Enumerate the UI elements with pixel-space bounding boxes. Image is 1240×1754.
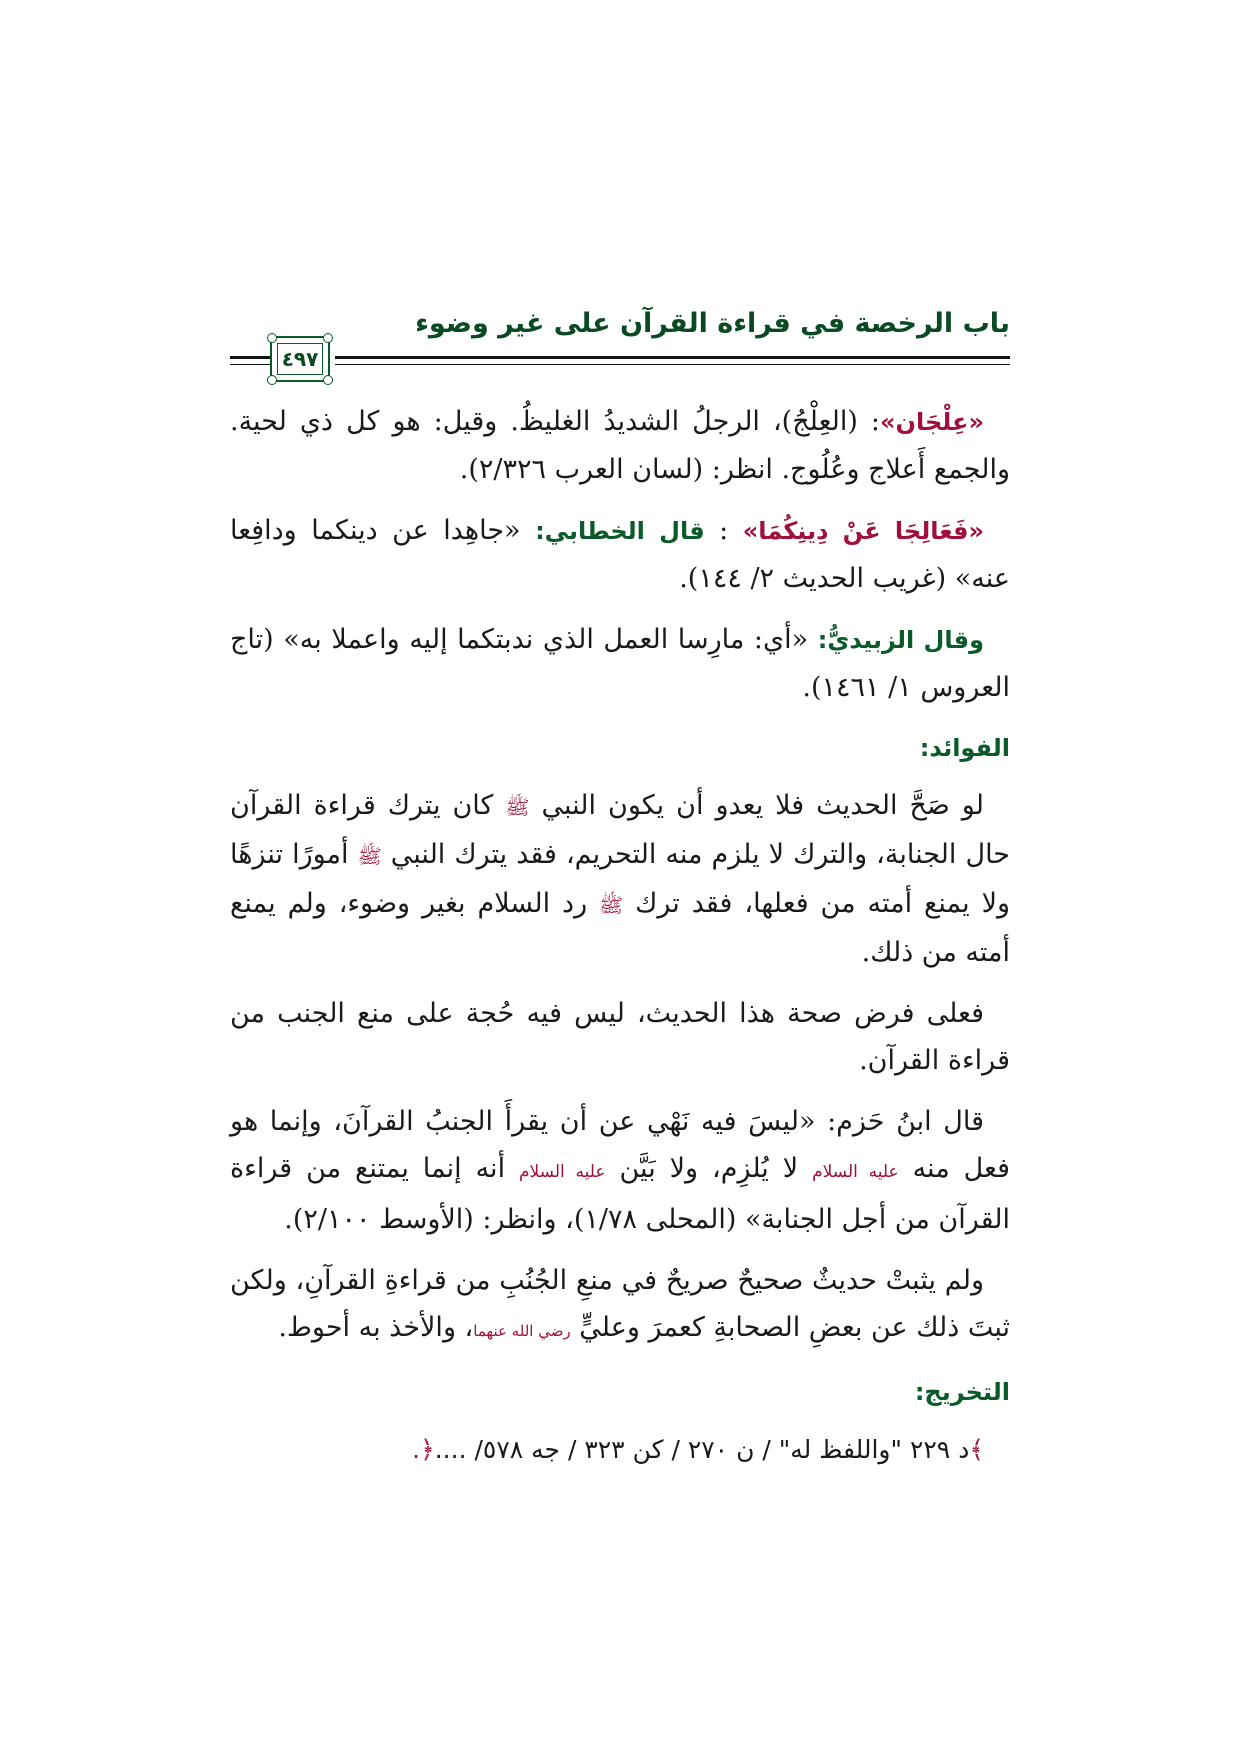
bracket-open: ﴾ (969, 1435, 984, 1464)
gloss-term: «عِلْجَان» (880, 408, 984, 436)
scholar-name: قال الخطابي: (535, 517, 705, 545)
salutation-glyph: عليه السلام (812, 1162, 899, 1182)
header-rule-right-thin (335, 364, 1010, 365)
gloss-text: «أي: مارِسا العمل الذي ندبتكما إليه واعملا به» (تاج العروس ١/ ١٤٦١). (230, 624, 1010, 703)
page-number: ٤٩٧ (277, 343, 323, 375)
gloss-paragraph (230, 398, 1010, 493)
section-heading-takhrij: التخريج: (914, 1378, 1010, 1406)
salawat-glyph: ﷺ (357, 844, 382, 868)
header-rule-left-thin (230, 364, 270, 365)
gloss-paragraph: «فَعَالِجَا عَنْ دِينِكُمَا» : قال الخطابي: «جاهِدا عن دينكما ودافِعا عنه» (غريب الحديث ٢/ ١٤٤). (230, 515, 1010, 594)
gloss-term: «فَعَالِجَا عَنْ دِينِكُمَا» (742, 517, 985, 545)
scholar-name: وقال الزبيديُّ: (817, 626, 984, 654)
salawat-glyph: ﷺ (599, 893, 624, 917)
page-header (230, 308, 1010, 388)
takhrij-text: د ٢٢٩ "واللفظ له" / ن ٢٧٠ / كن ٣٢٣ / جه ٥٧٨/ .... (434, 1435, 970, 1464)
takhrij-line (230, 1426, 1010, 1473)
page-number-badge (270, 336, 330, 382)
bracket-close: ﴿. (412, 1435, 435, 1464)
gloss-text: «جاهِدا عن دينكما ودافِعا عنه» (غريب الحديث ٢/ ١٤٤). (230, 515, 1010, 594)
chapter-title: باب الرخصة في قراءة القرآن على غير وضوء (415, 308, 1010, 339)
salutation-glyph: عليه السلام (519, 1162, 606, 1182)
section-heading-fawaid: الفوائد: (919, 734, 1010, 762)
body-paragraph: ولم يثبتْ حديثٌ صحيحٌ صريحٌ في منعِ الجُنُبِ من قراءةِ القرآنِ، ولكن ثبتَ ذلك عن بعضِ الصحابةِ كعمرَ وعليٍّ رضي الله عنهما، والأخذ به أحوط. (230, 1265, 1010, 1343)
body-paragraph: لو صَحَّ الحديث فلا يعدو أن يكون النبي ﷺ كان يترك قراءة القرآن حال الجنابة، والترك لا يلزم منه التحريم، فقد يترك النبي ﷺ أمورًا تنزهًا ولا يمنع أمته من فعلها، فقد ترك ﷺ رد السلام بغير وضوء، ولم يمنع أمته من ذلك. (230, 790, 1011, 968)
salawat-glyph: ﷺ (505, 795, 530, 819)
gloss-text: : (العِلْجُ)، الرجلُ الشديدُ الغليظُ. وقيل: هو كل ذي لحية. والجمع أَعلاج وعُلُوج. انظر: (لسان العرب ٢/٣٢٦). (230, 406, 1010, 485)
header-rule-right (335, 356, 1010, 359)
body-paragraph: قال ابنُ حَزم: «ليسَ فيه نَهْي عن أن يقرأَ الجنبُ القرآنَ، وإنما هو فعل منه عليه السلام لا يُلزِم، ولا بَيَّن عليه السلام أنه إنما يمتنع من قراءة القرآن من أجل الجنابة» (المحلى ١/٧٨)، وانظر: (الأوسط ٢/١٠٠). (230, 1106, 1010, 1235)
radiallah-glyph: رضي الله عنهما (473, 1322, 571, 1340)
header-rule-left (230, 356, 270, 359)
gloss-paragraph (230, 616, 1010, 711)
body-paragraph: فعلى فرض صحة هذا الحديث، ليس فيه حُجة على منع الجنب من قراءة القرآن. (230, 998, 1010, 1076)
page-body (230, 398, 1010, 1487)
